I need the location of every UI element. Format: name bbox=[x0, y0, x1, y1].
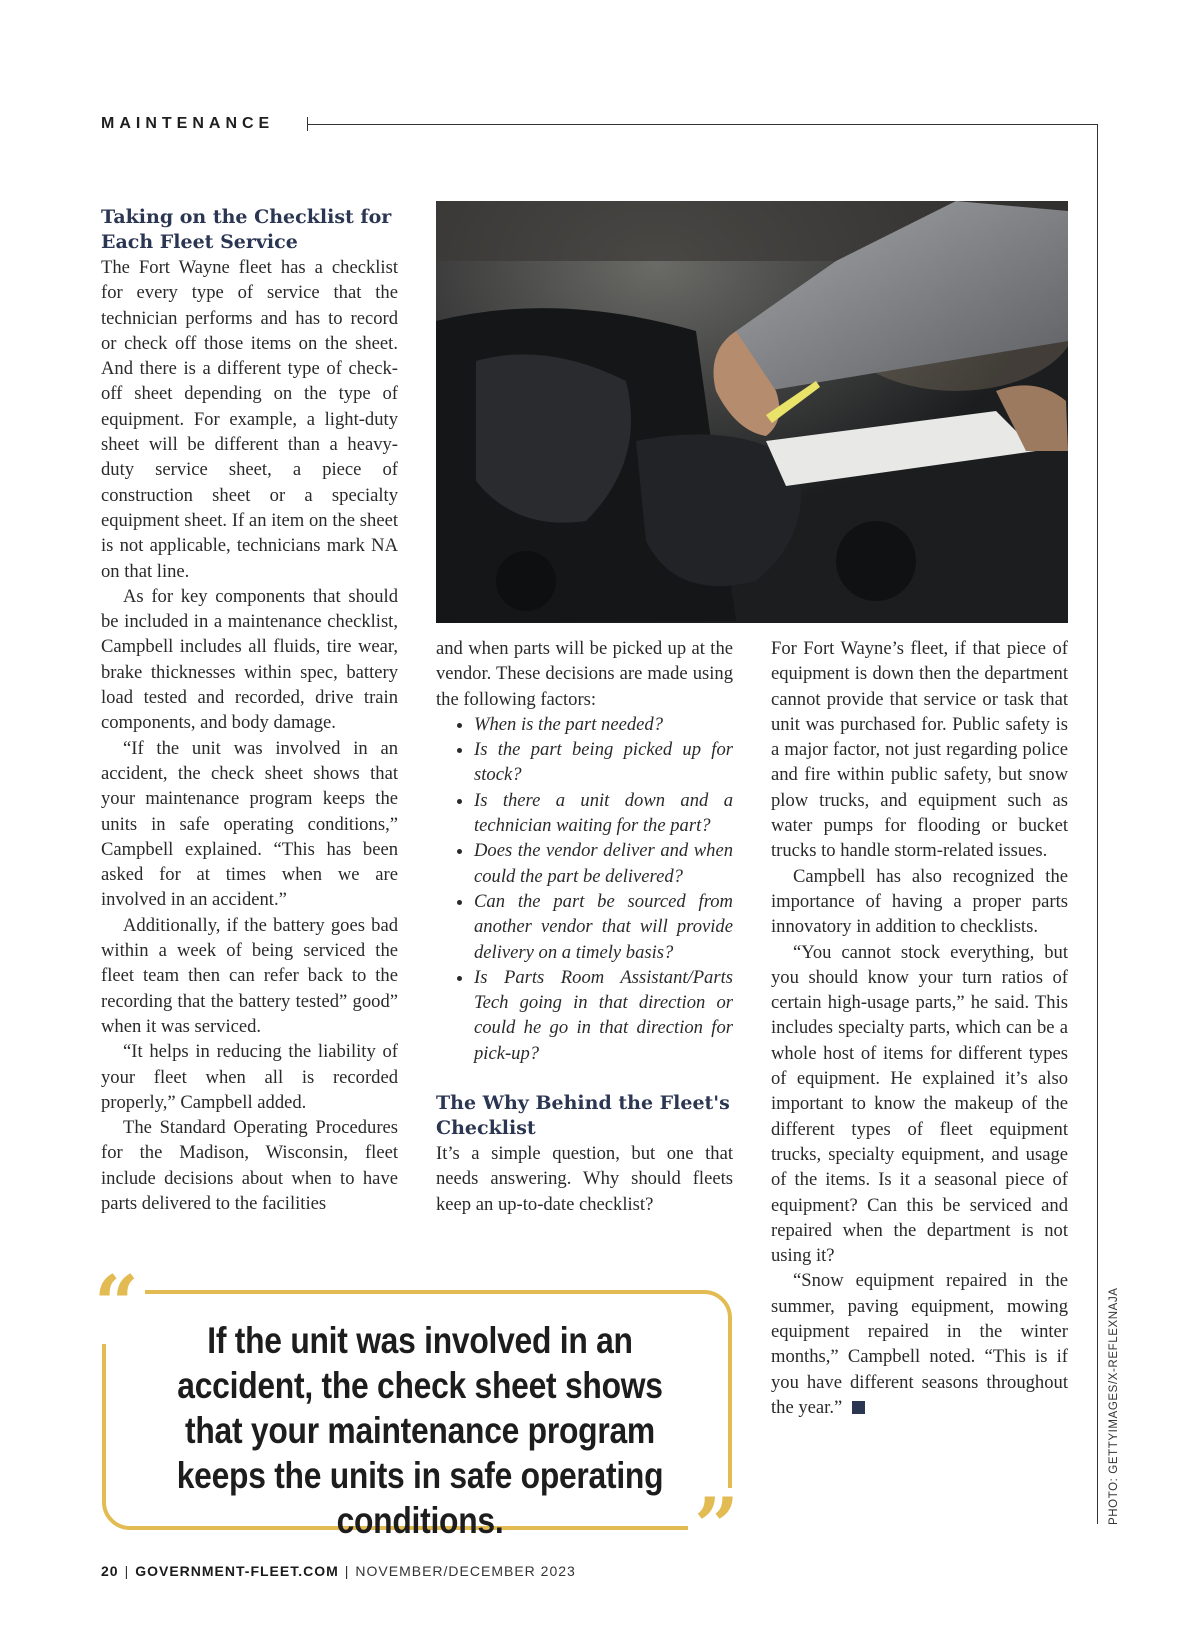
paragraph: Campbell has also recognized the importance of having a proper parts innovatory in addition to checklists. bbox=[771, 865, 1068, 938]
footer-divider: | bbox=[124, 1563, 130, 1579]
factors-list bbox=[436, 712, 733, 1066]
section-heading-why: The Why Behind the Fleet's Checklist bbox=[436, 1092, 730, 1140]
column-2 bbox=[436, 636, 733, 1217]
list-item: • Can the part be sourced from another vendor that will provide delivery on a timely basis? bbox=[474, 889, 733, 965]
paragraph: “You cannot stock everything, but you should know your turn ratios of certain high-usage parts,” he said. This includes specialty parts, which can be a whole host of items for different types of equipment. He explained it’s also important to know the makeup of the different types of fleet equipment trucks, specialty equipment, and usage of the items. Is it a seasonal piece of equipment? Can this be serviced and repaired when the department is not using it? bbox=[771, 941, 1068, 1267]
list-item: • Is there a unit down and a technician waiting for the part? bbox=[474, 788, 733, 839]
paragraph-text: “Snow equipment repaired in the summer, paving equipment, mowing equipment repaired in the winter months,” Campbell noted. “This is if you have different seasons throughout the year.” bbox=[771, 1270, 1068, 1418]
close-quote-icon: ” bbox=[688, 1488, 745, 1566]
paragraph: Additionally, if the battery goes bad within a week of being serviced the fleet team then can refer back to the recording that the battery tested” good” when it was serviced. bbox=[101, 914, 398, 1037]
list-item: • Is the part being picked up for stock? bbox=[474, 737, 733, 788]
footer-site: GOVERNMENT-FLEET.COM bbox=[135, 1563, 339, 1579]
page-number: 20 bbox=[101, 1563, 119, 1579]
footer-issue: NOVEMBER/DECEMBER 2023 bbox=[355, 1563, 576, 1579]
paragraph: It’s a simple question, but one that needs answering. Why should fleets keep an up-to-date checklist? bbox=[436, 1143, 733, 1215]
list-item: • Does the vendor deliver and when could the part be delivered? bbox=[474, 838, 733, 889]
paragraph bbox=[771, 1268, 1068, 1420]
paragraph: and when parts will be picked up at the vendor. These decisions are made using the following factors: bbox=[436, 638, 733, 710]
paragraph: As for key components that should be included in a maintenance checklist, Campbell includes all fluids, tire wear, brake thicknesses within spec, battery load tested and recorded, drive train components, and body damage. bbox=[101, 585, 398, 734]
list-item: • Is Parts Room Assistant/Parts Tech going in that direction or could he go in that direction for pick-up? bbox=[474, 965, 733, 1066]
header-rule bbox=[308, 124, 1098, 125]
footer bbox=[101, 1563, 576, 1579]
section-label: MAINTENANCE bbox=[101, 115, 275, 132]
page-side-rule bbox=[1097, 124, 1098, 1524]
paragraph: The Fort Wayne fleet has a checklist for every type of service that the technician performs and has to record or check off those items on the sheet. And there is a different type of check-off sheet depending on the type of equipment. For example, a light-duty sheet will be different than a heavy-duty service sheet, a piece of construction sheet or a specialty equipment sheet. If an item on the sheet is not applicable, technicians mark NA on that line. bbox=[101, 257, 398, 582]
paragraph: “If the unit was involved in an accident, the check sheet shows that your maintenance program keeps the units in safe operating conditions,” Campbell explained. “This has been asked for at times when we are involved in an accident.” bbox=[101, 737, 398, 911]
section-heading-checklist: Taking on the Checklist for Each Fleet Service bbox=[101, 206, 392, 253]
paragraph: “It helps in reducing the liability of your fleet when all is recorded properly,” Campbell added. bbox=[101, 1041, 398, 1113]
pull-quote-text: If the unit was involved in an accident, the check sheet shows that your maintenance program keeps the units in safe operating conditions. bbox=[176, 1320, 664, 1541]
article-photo bbox=[436, 201, 1068, 623]
list-item: • When is the part needed? bbox=[474, 712, 733, 737]
open-quote-icon: “ bbox=[88, 1266, 145, 1344]
paragraph: For Fort Wayne’s fleet, if that piece of equipment is down then the department cannot provide that service or task that unit was purchased for. Public safety is a major factor, not just regarding police and fire within public safety, but snow plow trucks, and equipment such as water pumps for flooding or bucket trucks to handle storm-related issues. bbox=[771, 638, 1068, 862]
column-3 bbox=[771, 636, 1068, 1420]
photo-credit: PHOTO: GETTYIMAGES/X-REFLEXNAJA bbox=[1108, 1287, 1120, 1525]
end-mark-icon bbox=[852, 1401, 865, 1414]
paragraph: The Standard Operating Procedures for the Madison, Wisconsin, fleet include decisions about when to have parts delivered to the facilities bbox=[101, 1117, 398, 1214]
column-1 bbox=[101, 205, 398, 1216]
footer-divider: | bbox=[344, 1563, 350, 1579]
